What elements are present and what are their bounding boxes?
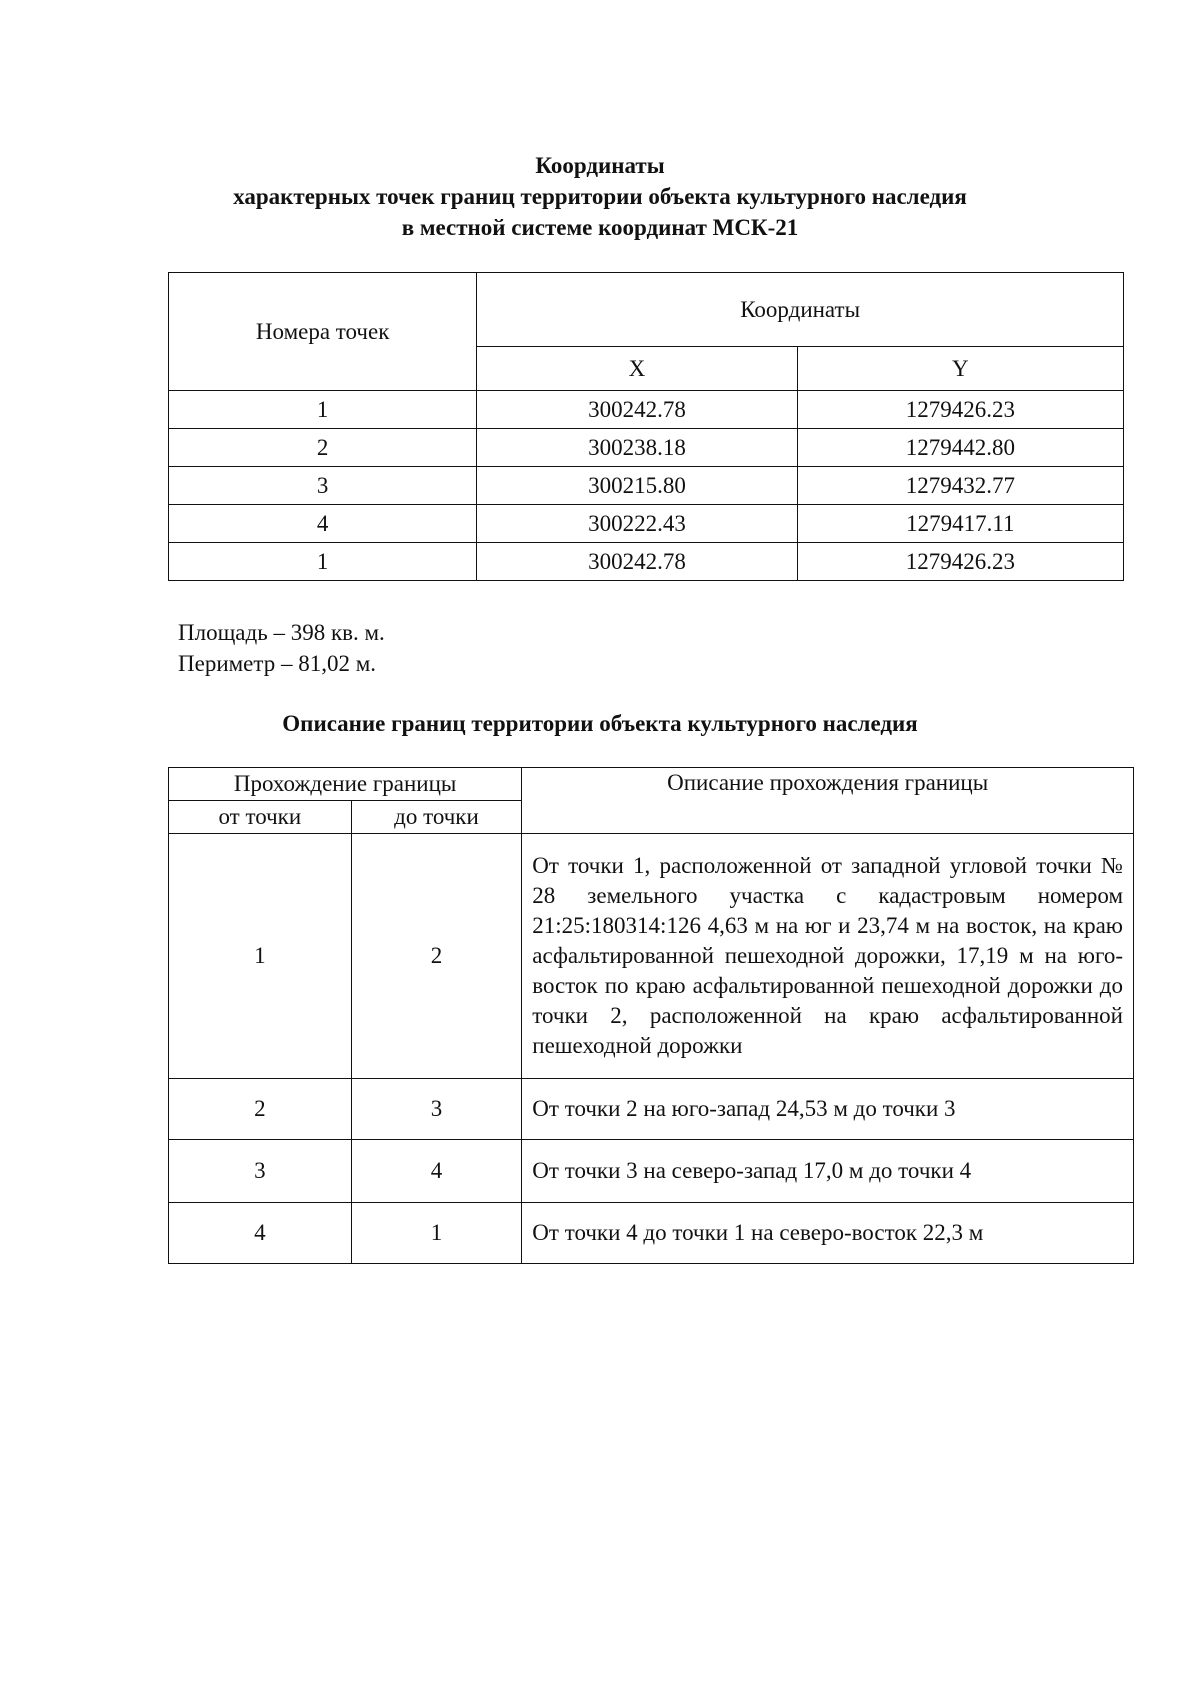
passage-description: От точки 3 на северо-запад 17,0 м до точки 4 [522, 1140, 1134, 1203]
point-number: 4 [169, 505, 477, 543]
x-value: 300242.78 [477, 543, 797, 581]
table-row [169, 505, 1124, 543]
document-title [0, 150, 1200, 243]
title-line-1: Координаты [535, 153, 665, 178]
perimeter-text: Периметр – 81,02 м. [178, 651, 377, 676]
table-row [169, 467, 1124, 505]
title-line-3: в местной системе координат МСК-21 [401, 215, 799, 240]
header-passage-description: Описание прохождения границы [522, 768, 1134, 834]
header-to-point: до точки [351, 801, 522, 834]
y-value: 1279426.23 [797, 543, 1123, 581]
to-point: 3 [351, 1079, 522, 1140]
y-value: 1279432.77 [797, 467, 1123, 505]
table-row [169, 543, 1124, 581]
table-row [169, 1079, 1134, 1140]
passage-description: От точки 2 на юго-запад 24,53 м до точки 3 [522, 1079, 1134, 1140]
y-value: 1279417.11 [797, 505, 1123, 543]
to-point: 2 [351, 834, 522, 1079]
title-line-2: характерных точек границ территории объекта культурного наследия [233, 184, 967, 209]
x-value: 300222.43 [477, 505, 797, 543]
to-point: 4 [351, 1140, 522, 1203]
passage-description: От точки 4 до точки 1 на северо-восток 22,3 м [522, 1203, 1134, 1264]
boundary-description-table [168, 767, 1134, 1264]
coordinates-table [168, 272, 1124, 581]
description-title: Описание границ территории объекта культурного наследия [282, 711, 918, 736]
from-point: 4 [169, 1203, 352, 1264]
table-row [169, 429, 1124, 467]
from-point: 2 [169, 1079, 352, 1140]
header-x: X [477, 347, 797, 391]
passage-description: От точки 1, расположенной от западной угловой точки № 28 земельного участка с кадастровым номером 21:25:180314:126 4,63 м на юг и 23,74 м на восток, на краю асфальтированной пешеходной дорожки, 17,19 м на юго-восток по краю асфальтированной пешеходной дорожки до точки 2, расположенной на краю асфальтированной пешеходной дорожки [522, 834, 1134, 1079]
table-row [169, 1140, 1134, 1203]
point-number: 1 [169, 543, 477, 581]
area-text: Площадь – 398 кв. м. [178, 620, 385, 645]
x-value: 300215.80 [477, 467, 797, 505]
header-point-numbers: Номера точек [169, 273, 477, 391]
y-value: 1279426.23 [797, 391, 1123, 429]
table-row [169, 391, 1124, 429]
area-summary [178, 617, 385, 679]
table-row [169, 1203, 1134, 1264]
point-number: 2 [169, 429, 477, 467]
from-point: 3 [169, 1140, 352, 1203]
header-y: Y [797, 347, 1123, 391]
point-number: 1 [169, 391, 477, 429]
x-value: 300238.18 [477, 429, 797, 467]
header-coordinates: Координаты [477, 273, 1124, 347]
x-value: 300242.78 [477, 391, 797, 429]
header-boundary-passage: Прохождение границы [169, 768, 522, 801]
table-row [169, 834, 1134, 1079]
point-number: 3 [169, 467, 477, 505]
y-value: 1279442.80 [797, 429, 1123, 467]
from-point: 1 [169, 834, 352, 1079]
to-point: 1 [351, 1203, 522, 1264]
header-from-point: от точки [169, 801, 352, 834]
